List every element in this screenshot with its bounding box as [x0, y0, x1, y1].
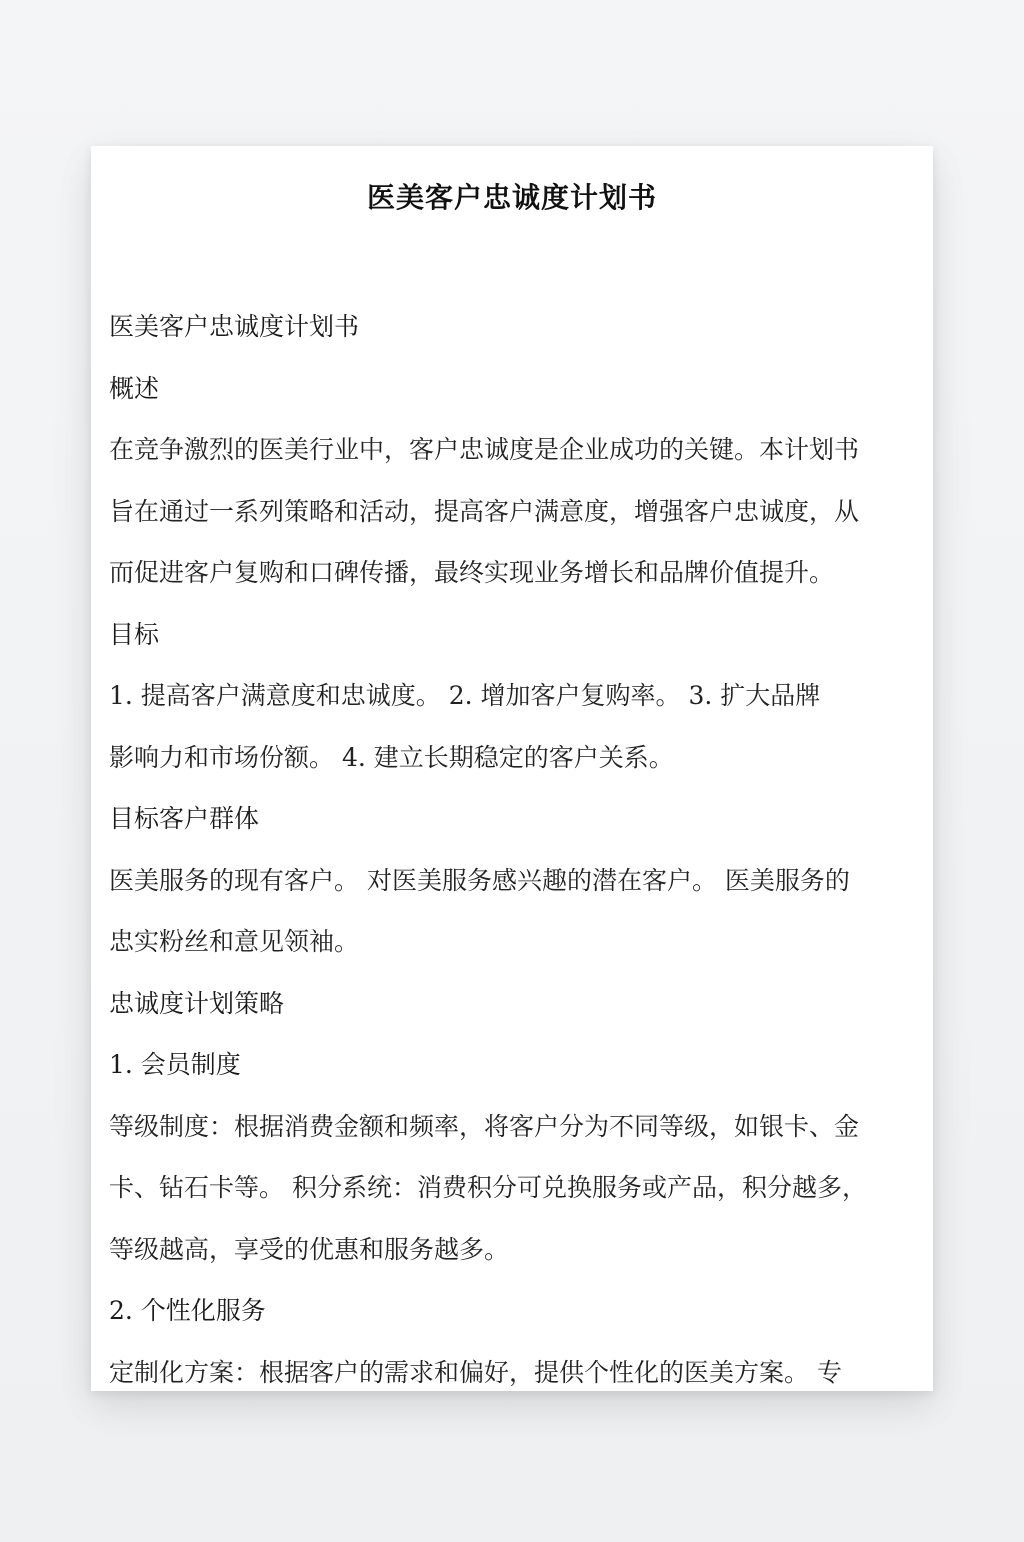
paragraph-line: 忠实粉丝和意见领袖。 — [109, 927, 360, 956]
paragraph-line: 1. 提高客户满意度和忠诚度。 2. 增加客户复购率。 3. 扩大品牌 — [109, 681, 821, 710]
paragraph-line: 影响力和市场份额。 4. 建立长期稳定的客户关系。 — [109, 742, 674, 772]
section-heading-overview: 概述 — [109, 373, 160, 403]
paragraph-line: 在竞争激烈的医美行业中，客户忠诚度是企业成功的关键。本计划书 — [109, 435, 860, 464]
subheading-membership: 1. 会员制度 — [109, 1050, 241, 1079]
paragraph-line: 定制化方案：根据客户的需求和偏好，提供个性化的医美方案。 专 — [109, 1357, 842, 1387]
document-body — [109, 296, 921, 1391]
document-title: 医美客户忠诚度计划书 — [366, 181, 657, 214]
paragraph-line: 等级越高，享受的优惠和服务越多。 — [109, 1234, 510, 1264]
document-page — [91, 146, 933, 1391]
section-heading-goals: 目标 — [109, 619, 160, 649]
doc-heading-title: 医美客户忠诚度计划书 — [109, 312, 360, 341]
subheading-personalized-service: 2. 个性化服务 — [109, 1296, 266, 1325]
paragraph-line: 卡、钻石卡等。 积分系统：消费积分可兑换服务或产品，积分越多， — [109, 1173, 867, 1202]
paragraph-line: 而促进客户复购和口碑传播，最终实现业务增长和品牌价值提升。 — [109, 558, 835, 587]
paragraph-line: 旨在通过一系列策略和活动，提高客户满意度，增强客户忠诚度，从 — [109, 496, 860, 526]
section-heading-strategy: 忠诚度计划策略 — [109, 988, 285, 1018]
paragraph-line: 等级制度：根据消费金额和频率，将客户分为不同等级，如银卡、金 — [109, 1111, 860, 1141]
paragraph-line: 医美服务的现有客户。 对医美服务感兴趣的潜在客户。 医美服务的 — [109, 865, 850, 895]
section-heading-target-customers: 目标客户群体 — [109, 804, 260, 833]
